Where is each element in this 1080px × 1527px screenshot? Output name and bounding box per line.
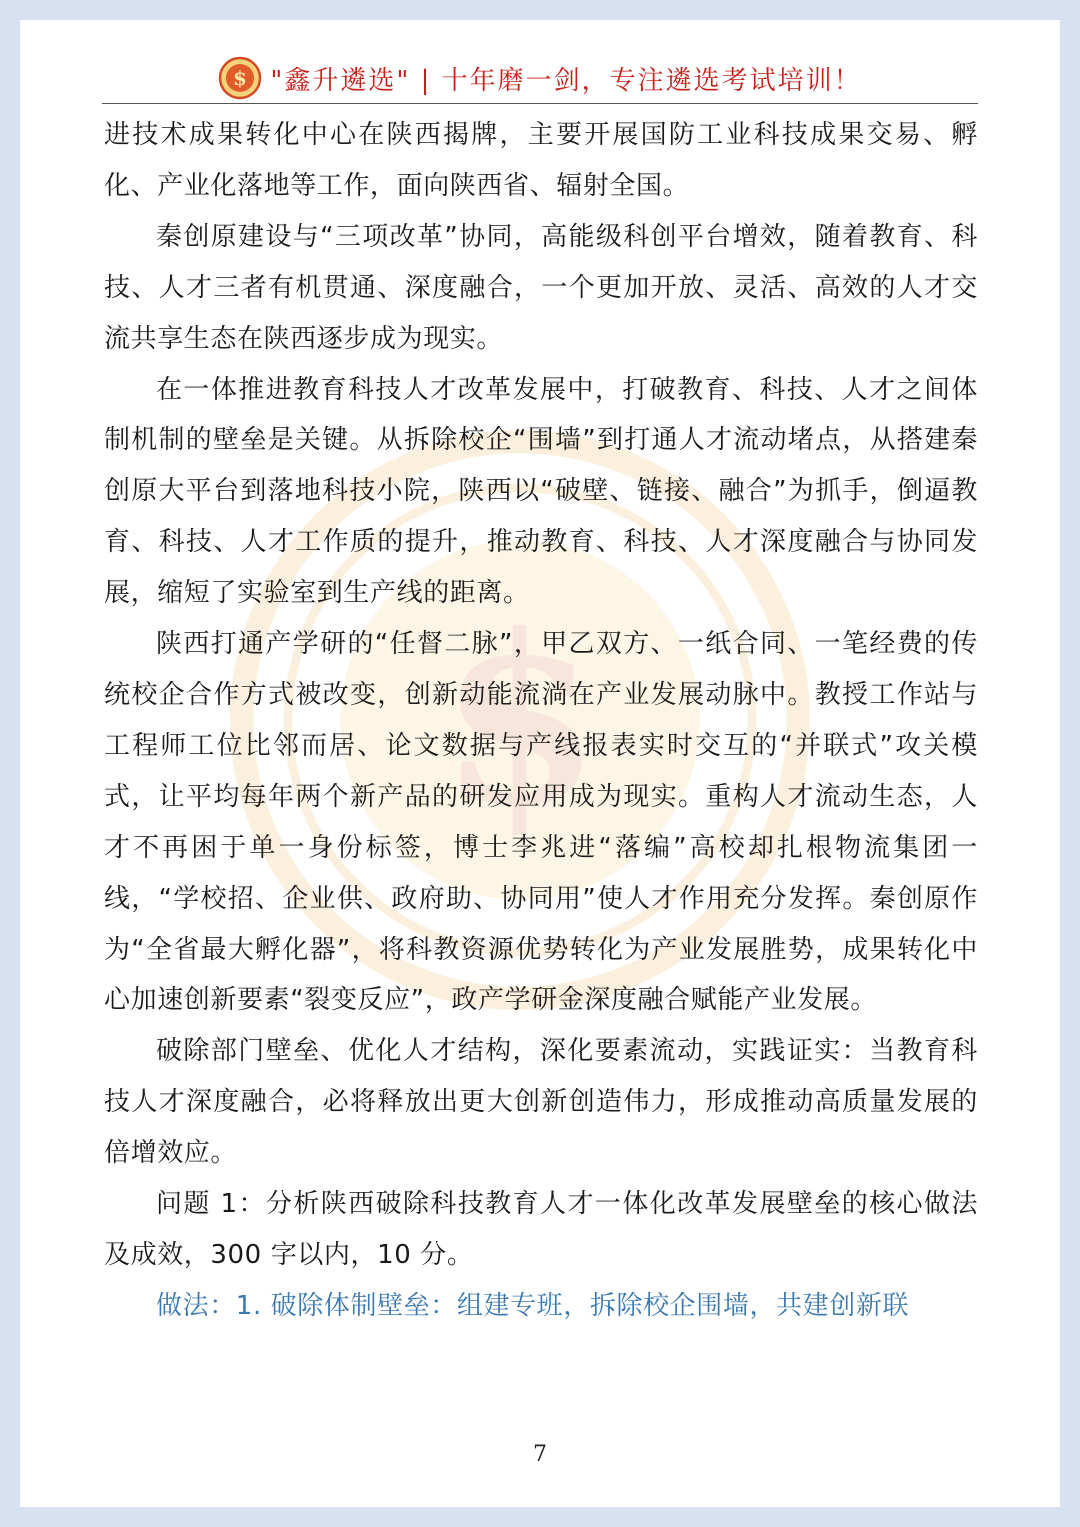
paragraph-continued: 进技术成果转化中心在陕西揭牌，主要开展国防工业科技成果交易、孵化、产业化落地等工作，面向陕西省、辐射全国。 — [104, 120, 978, 201]
body-text — [104, 110, 978, 1332]
paragraph: 陕西打通产学研的“任督二脉”，甲乙双方、一纸合同、一笔经费的传统校企合作方式被改变，创新动能流淌在产业发展动脉中。教授工作站与工程师工位比邻而居、论文数据与产线报表实时交互的“并联式”攻关模式，让平均每年两个新产品的研发应用成为现实。重构人才流动生态，人才不再困于单一身份标签，博士李兆进“落编”高校却扎根物流集团一线，“学校招、企业供、政府助、协同用”使人才作用充分发挥。秦创原作为“全省最大孵化器”，将科教资源优势转化为产业发展胜势，成果转化中心加速创新要素“裂变反应”，政产学研金深度融合赋能产业发展。 — [104, 629, 978, 1016]
svg-text:$: $ — [439, 583, 601, 857]
paragraph: 在一体推进教育科技人才改革发展中，打破教育、科技、人才之间体制机制的壁垒是关键。从拆除校企“围墙”到打通人才流动堵点，从搭建秦创原大平台到落地科技小院，陕西以“破壁、链接、融合”为抓手，倒逼教育、科技、人才工作质的提升，推动教育、科技、人才深度融合与协同发展，缩短了实验室到生产线的距离。 — [104, 374, 978, 609]
header-divider — [102, 103, 978, 104]
page-header — [20, 56, 1060, 100]
seal-logo-icon — [218, 56, 262, 100]
header-title: "鑫升遴选" | 十年磨一剑，专注遴选考试培训！ — [270, 65, 862, 96]
page-number: 7 — [533, 1442, 547, 1467]
document-page — [20, 20, 1060, 1507]
svg-text:$: $ — [233, 66, 248, 90]
paragraph: 破除部门壁垒、优化人才结构，深化要素流动，实践证实：当教育科技人才深度融合，必将释放出更大创新创造伟力，形成推动高质量发展的倍增效应。 — [104, 1036, 978, 1169]
question: 问题 1：分析陕西破除科技教育人才一体化改革发展壁垒的核心做法及成效，300 字以内，10 分。 — [104, 1189, 978, 1270]
answer-text: 做法：1. 破除体制壁垒：组建专班，拆除校企围墙，共建创新联 — [156, 1290, 910, 1321]
paragraph: 秦创原建设与“三项改革”协同，高能级科创平台增效，随着教育、科技、人才三者有机贯通、深度融合，一个更加开放、灵活、高效的人才交流共享生态在陕西逐步成为现实。 — [104, 221, 978, 354]
